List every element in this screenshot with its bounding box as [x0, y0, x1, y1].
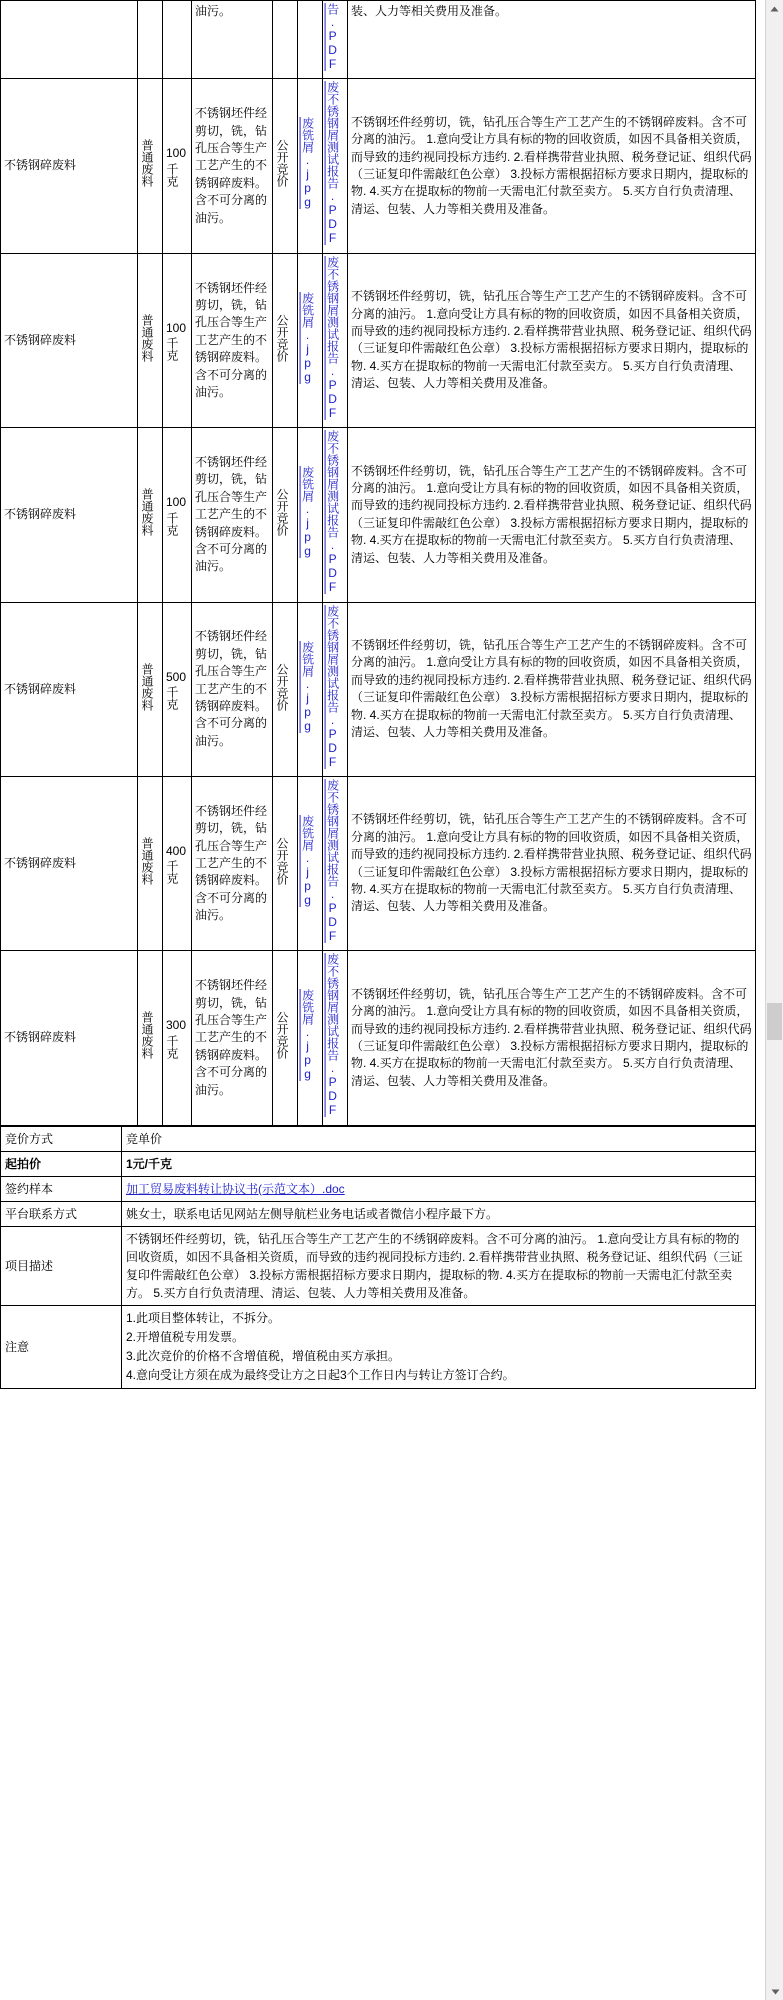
summary-row-start-price: [1, 1151, 756, 1176]
cell-grade: [138, 428, 163, 602]
lot-description: 不锈钢坯件经剪切，铣，钻孔压合等生产工艺产生的不锈钢碎废料。含不可分离的油污。 1.意向受让方具有标的物的回收资质，如因不具备相关资质，而导致的违约视同投标方违约. 2.看样携带营业执照、税务登记证、组织代码（三证复印件需敲红色公章） 3.投标方需根据招标方要求日期内，提取标的物. 4.买方在提取标的物前一天需电汇付款至卖方。 5.买方自行负责清理、清运、包装、人力等相关费用及准备。: [351, 812, 752, 914]
notice-item: 4.意向受让方须在成为最终受让方之日起3个工作日内与转让方签订合约。: [126, 1368, 515, 1383]
lot-name: 不锈钢碎废料: [4, 332, 77, 347]
lot-spec: 不锈钢坯件经剪切，铣，钻孔压合等生产工艺产生的不锈钢碎废料。含不可分离的油污。: [195, 803, 268, 923]
lot-qty-unit: 千克: [165, 511, 179, 536]
lot-grade: 普通废料: [140, 488, 154, 537]
image-attachment-link[interactable]: 废铣屑.jpg: [300, 989, 315, 1082]
lot-spec: 不锈钢坯件经剪切，铣，钻孔压合等生产工艺产生的不锈钢碎废料。含不可分离的油污。: [195, 106, 268, 225]
lot-grade: 普通废料: [140, 139, 154, 188]
pdf-attachment-link[interactable]: 废不锈钢屑测试报告.PDF: [325, 604, 340, 769]
spec-tail-text: 油污。: [195, 4, 232, 18]
lot-trade-mode: 公开竞价: [275, 662, 289, 711]
cell-spec: [192, 602, 273, 776]
cell-image-attachment: [298, 253, 323, 427]
cell-description: [348, 776, 756, 950]
cell-image-attachment: [298, 79, 323, 253]
cell-grade: [138, 951, 163, 1125]
cell-description: [348, 951, 756, 1125]
lot-items-tbody: [1, 1, 756, 1126]
table-row: [1, 428, 756, 602]
vertical-scrollbar[interactable]: [765, 0, 783, 2000]
lot-trade-mode: 公开竞价: [275, 1011, 289, 1060]
cell-quantity: [163, 428, 192, 602]
lot-description: 不锈钢坯件经剪切，铣，钻孔压合等生产工艺产生的不锈钢碎废料。含不可分离的油污。 1.意向受让方具有标的物的回收资质，如因不具备相关资质，而导致的违约视同投标方违约. 2.看样携带营业执照、税务登记证、组织代码（三证复印件需敲红色公章） 3.投标方需根据招标方要求日期内，提取标的物. 4.买方在提取标的物前一天需电汇付款至卖方。 5.买方自行负责清理、清运、包装、人力等相关费用及准备。: [351, 986, 752, 1088]
lot-description: 不锈钢坯件经剪切，铣，钻孔压合等生产工艺产生的不锈钢碎废料。含不可分离的油污。 1.意向受让方具有标的物的回收资质，如因不具备相关资质，而导致的违约视同投标方违约. 2.看样携带营业执照、税务登记证、组织代码（三证复印件需敲红色公章） 3.投标方需根据招标方要求日期内，提取标的物. 4.买方在提取标的物前一天需电汇付款至卖方。 5.买方自行负责清理、清运、包装、人力等相关费用及准备。: [351, 114, 752, 216]
cell-image-attachment: [298, 951, 323, 1125]
lot-spec: 不锈钢坯件经剪切，铣，钻孔压合等生产工艺产生的不锈钢碎废料。含不可分离的油污。: [195, 629, 268, 748]
summary-tbody: [1, 1126, 756, 1389]
cell-image-attachment: [298, 1, 323, 79]
contract-sample-value: [122, 1176, 756, 1201]
summary-row-contract-sample: [1, 1176, 756, 1201]
lot-trade-mode: 公开竞价: [275, 313, 289, 362]
lot-qty-unit: 千克: [165, 1034, 179, 1059]
image-attachment-link[interactable]: 废铣屑.jpg: [300, 640, 315, 733]
cell-description: [348, 602, 756, 776]
notice-item: 1.此项目整体转让，不拆分。: [126, 1310, 281, 1325]
lot-grade: 普通废料: [140, 1011, 154, 1060]
cell-description: [348, 1, 756, 79]
cell-grade: [138, 602, 163, 776]
scrollbar-thumb[interactable]: [767, 1003, 782, 1040]
cell-pdf-attachment: [323, 428, 348, 602]
cell-mode: [273, 951, 298, 1125]
lot-qty-number: 100: [166, 146, 187, 161]
contact-value: 姚女士，联系电话见网站左侧导航栏业务电话或者微信小程序最下方。: [122, 1201, 756, 1226]
cell-quantity: [163, 253, 192, 427]
lot-name: 不锈钢碎废料: [4, 158, 77, 173]
cell-spec: [192, 79, 273, 253]
cell-grade: [138, 79, 163, 253]
contract-sample-label: 签约样本: [1, 1176, 122, 1201]
cell-name: [1, 776, 138, 950]
start-price-value: 1元/千克: [122, 1151, 756, 1176]
cell-spec: [192, 428, 273, 602]
summary-row-notice: [1, 1305, 756, 1389]
lot-trade-mode: 公开竞价: [275, 488, 289, 537]
image-attachment-link[interactable]: 废铣屑.jpg: [300, 291, 315, 384]
summary-row-project-desc: [1, 1226, 756, 1305]
lot-grade: 普通废料: [140, 836, 154, 885]
bid-mode-label: 竞价方式: [1, 1126, 122, 1151]
cell-pdf-attachment: [323, 776, 348, 950]
cell-pdf-attachment: [323, 951, 348, 1125]
lot-grade: 普通废料: [140, 313, 154, 362]
pdf-attachment-link-tail[interactable]: 告.PDF: [325, 3, 340, 71]
notice-label: 注意: [1, 1305, 122, 1389]
lot-spec: 不锈钢坯件经剪切，铣，钻孔压合等生产工艺产生的不锈钢碎废料。含不可分离的油污。: [195, 280, 268, 399]
contract-sample-link[interactable]: 加工贸易废料转让协议书(示范文本）.doc: [126, 1181, 345, 1196]
cell-mode: [273, 79, 298, 253]
lot-qty-unit: 千克: [165, 685, 179, 710]
lot-trade-mode: 公开竞价: [275, 836, 289, 885]
pdf-attachment-link[interactable]: 废不锈钢屑测试报告.PDF: [325, 255, 340, 420]
cell-name: [1, 253, 138, 427]
lot-qty-number: 400: [166, 843, 187, 858]
lot-description: 不锈钢坯件经剪切，铣，钻孔压合等生产工艺产生的不锈钢碎废料。含不可分离的油污。 1.意向受让方具有标的物的回收资质，如因不具备相关资质，而导致的违约视同投标方违约. 2.看样携带营业执照、税务登记证、组织代码（三证复印件需敲红色公章） 3.投标方需根据招标方要求日期内，提取标的物. 4.买方在提取标的物前一天需电汇付款至卖方。 5.买方自行负责清理、清运、包装、人力等相关费用及准备。: [351, 638, 752, 740]
lot-qty-number: 500: [166, 669, 187, 684]
table-row: [1, 776, 756, 950]
cell-grade: [138, 253, 163, 427]
table-row: [1, 79, 756, 253]
pdf-attachment-link[interactable]: 废不锈钢屑测试报告.PDF: [325, 953, 340, 1118]
lot-qty-unit: 千克: [165, 860, 179, 885]
pdf-attachment-link[interactable]: 废不锈钢屑测试报告.PDF: [325, 81, 340, 246]
cell-mode: [273, 428, 298, 602]
cell-pdf-attachment: [323, 602, 348, 776]
scroll-up-icon[interactable]: [766, 0, 783, 17]
cell-quantity: [163, 1, 192, 79]
lot-name: 不锈钢碎废料: [4, 855, 77, 870]
cell-grade: [138, 776, 163, 950]
lot-qty-number: 100: [166, 320, 187, 335]
cell-name: [1, 602, 138, 776]
image-attachment-link[interactable]: 废铣屑.jpg: [300, 814, 315, 907]
cell-spec: [192, 776, 273, 950]
cell-mode: [273, 776, 298, 950]
cell-mode: [273, 1, 298, 79]
cell-spec: [192, 951, 273, 1125]
notice-item: 3.此次竞价的价格不含增值税，增值税由买方承担。: [126, 1349, 401, 1364]
lot-description: 不锈钢坯件经剪切，铣，钻孔压合等生产工艺产生的不锈钢碎废料。含不可分离的油污。 1.意向受让方具有标的物的回收资质，如因不具备相关资质，而导致的违约视同投标方违约. 2.看样携带营业执照、税务登记证、组织代码（三证复印件需敲红色公章） 3.投标方需根据招标方要求日期内，提取标的物. 4.买方在提取标的物前一天需电汇付款至卖方。 5.买方自行负责清理、清运、包装、人力等相关费用及准备。: [351, 463, 752, 565]
contact-label: 平台联系方式: [1, 1201, 122, 1226]
pdf-attachment-link[interactable]: 废不锈钢屑测试报告.PDF: [325, 778, 340, 943]
cell-spec: [192, 253, 273, 427]
cell-image-attachment: [298, 428, 323, 602]
cell-pdf-attachment: [323, 1, 348, 79]
cell-name: [1, 428, 138, 602]
project-desc-value: 不锈钢坯件经剪切，铣，钻孔压合等生产工艺产生的不绣钢碎废料。含不可分离的油污。 1.意向受让方具有标的物的回收资质，如因不具备相关资质，而导致的违约视同投标方违约. 2.看样携带营业执照、税务登记证、组织代码（三证复印件需敲红色公章） 3.投标方需根据招标方要求日期内，提取标的物. 4.买方在提取标的物前一天需电汇付款至卖方。 5.买方自行负责清理、清运、包装、人力等相关费用及准备。: [122, 1226, 756, 1305]
lot-grade: 普通废料: [140, 662, 154, 711]
cell-mode: [273, 253, 298, 427]
lot-name: 不锈钢碎废料: [4, 507, 77, 522]
image-attachment-link[interactable]: 废铣屑.jpg: [300, 466, 315, 559]
cell-description: [348, 428, 756, 602]
pdf-attachment-link[interactable]: 废不锈钢屑测试报告.PDF: [325, 430, 340, 595]
summary-row-contact: [1, 1201, 756, 1226]
cell-image-attachment: [298, 776, 323, 950]
cell-name: [1, 79, 138, 253]
lot-qty-unit: 千克: [165, 162, 179, 187]
table-row: [1, 951, 756, 1125]
summary-table: [0, 1126, 756, 1390]
table-row: [1, 602, 756, 776]
description-tail-text: 装、人力等相关费用及准备。: [351, 4, 508, 18]
project-desc-label: 项目描述: [1, 1226, 122, 1305]
cell-description: [348, 253, 756, 427]
lot-qty-number: 300: [166, 1018, 187, 1033]
notice-item: 2.开增值税专用发票。: [126, 1329, 245, 1344]
lot-name: 不锈钢碎废料: [4, 1030, 77, 1045]
cell-spec: [192, 1, 273, 79]
lot-trade-mode: 公开竞价: [275, 139, 289, 188]
cell-quantity: [163, 79, 192, 253]
lot-description: 不锈钢坯件经剪切，铣，钻孔压合等生产工艺产生的不锈钢碎废料。含不可分离的油污。 1.意向受让方具有标的物的回收资质，如因不具备相关资质，而导致的违约视同投标方违约. 2.看样携带营业执照、税务登记证、组织代码（三证复印件需敲红色公章） 3.投标方需根据招标方要求日期内，提取标的物. 4.买方在提取标的物前一天需电汇付款至卖方。 5.买方自行负责清理、清运、包装、人力等相关费用及准备。: [351, 289, 752, 391]
bid-mode-value: 竞单价: [122, 1126, 756, 1151]
lot-name: 不锈钢碎废料: [4, 681, 77, 696]
summary-row-bid-mode: [1, 1126, 756, 1151]
lot-spec: 不锈钢坯件经剪切，铣，钻孔压合等生产工艺产生的不锈钢碎废料。含不可分离的油污。: [195, 455, 268, 574]
cell-pdf-attachment: [323, 79, 348, 253]
table-row: [1, 253, 756, 427]
cell-name: [1, 951, 138, 1125]
lot-qty-unit: 千克: [165, 337, 179, 362]
lot-qty-number: 100: [166, 495, 187, 510]
cell-name: [1, 1, 138, 79]
lot-spec: 不锈钢坯件经剪切，铣，钻孔压合等生产工艺产生的不锈钢碎废料。含不可分离的油污。: [195, 978, 268, 1097]
cell-image-attachment: [298, 602, 323, 776]
cell-quantity: [163, 602, 192, 776]
cell-grade: [138, 1, 163, 79]
table-row-partial-top: [1, 1, 756, 79]
start-price-label: 起拍价: [1, 1151, 122, 1176]
notice-value: [122, 1305, 756, 1389]
cell-quantity: [163, 951, 192, 1125]
image-attachment-link[interactable]: 废铣屑.jpg: [300, 117, 315, 210]
scroll-down-icon[interactable]: [767, 1983, 783, 2000]
cell-description: [348, 79, 756, 253]
cell-quantity: [163, 776, 192, 950]
cell-pdf-attachment: [323, 253, 348, 427]
cell-mode: [273, 602, 298, 776]
